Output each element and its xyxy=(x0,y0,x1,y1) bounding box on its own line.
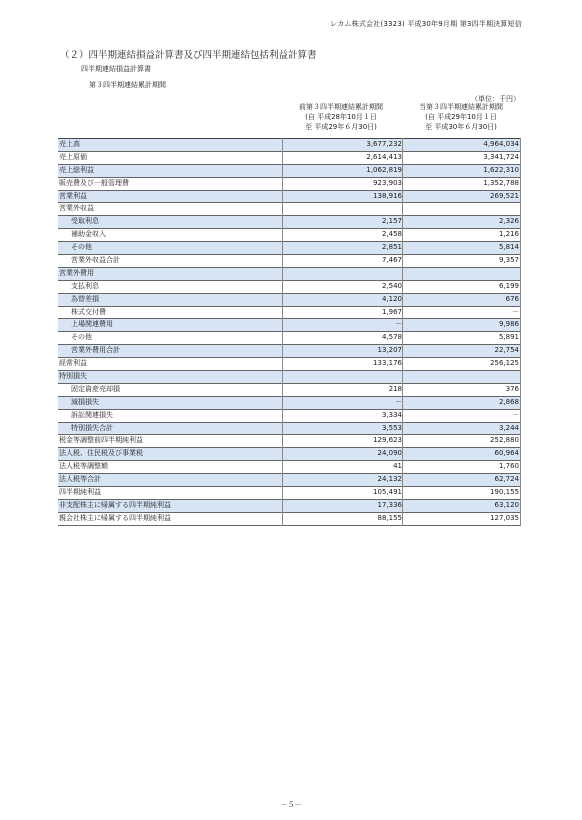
row-value-prior: 2,614,413 xyxy=(366,152,402,161)
table-row xyxy=(58,500,520,513)
table-row xyxy=(58,165,520,178)
row-label: 減損損失 xyxy=(71,397,99,406)
table-row xyxy=(58,191,520,204)
row-value-current: 9,986 xyxy=(498,320,519,329)
row-value-current: 1,622,310 xyxy=(483,165,519,174)
row-label: 為替差損 xyxy=(71,294,99,303)
row-value-prior: 88,155 xyxy=(377,513,402,522)
row-value-prior: 41 xyxy=(393,462,402,471)
row-label: 営業外収益 xyxy=(59,204,94,213)
row-label: その他 xyxy=(71,243,92,252)
row-value-prior: 218 xyxy=(388,384,402,393)
column-header-current xyxy=(402,102,520,132)
row-value-prior: 1,062,819 xyxy=(366,165,402,174)
row-label: 上場関連費用 xyxy=(71,320,113,329)
table-row xyxy=(58,152,520,165)
row-value-current: 62,724 xyxy=(494,475,519,484)
row-value-prior: － xyxy=(395,397,402,406)
row-label: 売上原価 xyxy=(59,152,87,161)
row-value-current: 2,868 xyxy=(498,397,519,406)
table-row xyxy=(58,178,520,191)
row-value-prior: 24,132 xyxy=(377,475,402,484)
row-value-prior: 3,334 xyxy=(381,410,402,419)
row-label: 営業利益 xyxy=(59,191,87,200)
period-title: 第３四半期連結累計期間 xyxy=(89,81,166,89)
document-header: レカム株式会社(3323) 平成30年9月期 第3四半期決算短信 xyxy=(330,20,522,28)
row-value-current: － xyxy=(512,307,519,316)
row-label: 支払利息 xyxy=(71,281,99,290)
row-value-current: 1,216 xyxy=(498,230,519,239)
row-label: 法人税等調整額 xyxy=(59,462,108,471)
income-statement-table xyxy=(58,138,520,526)
row-value-prior: 138,916 xyxy=(373,191,402,200)
table-row xyxy=(58,255,520,268)
page-number: －５－ xyxy=(280,801,302,809)
table-row xyxy=(58,384,520,397)
column-header-current-line2: (自 平成29年10月１日 xyxy=(425,113,497,121)
row-value-current: 269,521 xyxy=(490,191,519,200)
row-value-prior: 4,120 xyxy=(381,294,402,303)
row-value-current: 5,891 xyxy=(498,333,519,342)
row-value-current: 376 xyxy=(505,384,519,393)
column-header-current-line1: 当第３四半期連結累計期間 xyxy=(419,103,503,111)
row-label: 非支配株主に帰属する四半期純利益 xyxy=(59,500,171,509)
row-value-current: 1,760 xyxy=(498,462,519,471)
column-divider-3 xyxy=(520,138,521,526)
row-label: 訴訟関連損失 xyxy=(71,410,113,419)
row-value-current: 3,341,724 xyxy=(483,152,519,161)
table-row xyxy=(58,448,520,461)
row-value-prior: 923,903 xyxy=(373,178,402,187)
table-row xyxy=(58,294,520,307)
table-row xyxy=(58,345,520,358)
table-row xyxy=(58,435,520,448)
table-row xyxy=(58,307,520,320)
row-label: 経常利益 xyxy=(59,359,87,368)
row-value-prior: 105,491 xyxy=(373,488,402,497)
table-row xyxy=(58,229,520,242)
row-label: 受取利息 xyxy=(71,217,99,226)
row-value-current: 4,964,034 xyxy=(483,140,519,148)
row-value-prior: 24,090 xyxy=(377,449,402,458)
row-value-prior: 129,623 xyxy=(373,436,402,445)
row-label: 税金等調整前四半期純利益 xyxy=(59,436,143,445)
row-value-current: 9,357 xyxy=(498,256,519,265)
row-label: 法人税等合計 xyxy=(59,475,101,484)
table-row xyxy=(58,139,520,152)
row-value-prior: 1,967 xyxy=(381,307,402,316)
row-value-prior: 4,578 xyxy=(381,333,402,342)
row-label: その他 xyxy=(71,333,92,342)
row-label: 営業外費用 xyxy=(59,268,94,277)
row-value-current: 190,155 xyxy=(490,488,519,497)
row-value-current: 60,964 xyxy=(494,449,519,458)
row-value-current: 22,754 xyxy=(494,346,519,355)
row-value-current: － xyxy=(512,410,519,419)
table-row xyxy=(58,487,520,500)
row-label: 親会社株主に帰属する四半期純利益 xyxy=(59,513,171,522)
table-row xyxy=(58,397,520,410)
row-label: 営業外費用合計 xyxy=(71,346,120,355)
column-header-prior-line1: 前第３四半期連結累計期間 xyxy=(299,103,383,111)
row-value-prior: 133,176 xyxy=(373,359,402,368)
row-label: 特別損失合計 xyxy=(71,423,113,432)
column-divider-2 xyxy=(402,138,403,526)
column-header-current-line3: 至 平成30年６月30日) xyxy=(425,123,497,131)
table-row xyxy=(58,319,520,332)
table-row xyxy=(58,474,520,487)
table-row xyxy=(58,281,520,294)
column-header-prior xyxy=(282,102,400,132)
row-label: 売上総利益 xyxy=(59,165,94,174)
row-value-current: 252,880 xyxy=(490,436,519,445)
row-value-current: 256,125 xyxy=(490,359,519,368)
row-value-prior: 3,677,232 xyxy=(366,140,402,148)
row-value-current: 676 xyxy=(505,294,519,303)
table-row xyxy=(58,423,520,436)
table-row xyxy=(58,410,520,423)
row-value-current: 127,035 xyxy=(490,513,519,522)
row-value-prior: 2,540 xyxy=(381,281,402,290)
column-divider-1 xyxy=(282,138,283,526)
row-value-prior: 2,458 xyxy=(381,230,402,239)
section-title: （２）四半期連結損益計算書及び四半期連結包括利益計算書 xyxy=(60,50,317,61)
row-value-prior: 13,207 xyxy=(377,346,402,355)
table-row xyxy=(58,332,520,345)
row-value-prior: 2,157 xyxy=(381,217,402,226)
row-label: 販売費及び一般管理費 xyxy=(59,178,129,187)
row-label: 補助金収入 xyxy=(71,230,106,239)
row-label: 株式交付費 xyxy=(71,307,106,316)
row-value-prior: 7,467 xyxy=(381,256,402,265)
row-value-current: 3,244 xyxy=(498,423,519,432)
row-label: 売上高 xyxy=(59,140,80,148)
table-row xyxy=(58,513,520,526)
row-label: 法人税、住民税及び事業税 xyxy=(59,449,143,458)
row-value-current: 1,352,788 xyxy=(483,178,519,187)
column-header-prior-line3: 至 平成29年６月30日) xyxy=(305,123,377,131)
row-value-prior: 2,851 xyxy=(381,243,402,252)
row-value-prior: 17,336 xyxy=(377,500,402,509)
table-row xyxy=(58,358,520,371)
row-label: 特別損失 xyxy=(59,372,87,381)
row-value-prior: 3,553 xyxy=(381,423,402,432)
unit-label: （単位：千円） xyxy=(471,95,520,103)
table-row xyxy=(58,216,520,229)
row-value-prior: － xyxy=(395,320,402,329)
row-value-current: 6,199 xyxy=(498,281,519,290)
row-value-current: 2,326 xyxy=(498,217,519,226)
row-label: 営業外収益合計 xyxy=(71,256,120,265)
table-row xyxy=(58,268,520,281)
table-row xyxy=(58,203,520,216)
table-row xyxy=(58,371,520,384)
table-row xyxy=(58,461,520,474)
column-header-prior-line2: (自 平成28年10月１日 xyxy=(305,113,377,121)
row-value-current: 5,814 xyxy=(498,243,519,252)
row-value-current: 63,120 xyxy=(494,500,519,509)
row-label: 固定資産売却損 xyxy=(71,384,120,393)
statement-title: 四半期連結損益計算書 xyxy=(81,65,151,73)
row-label: 四半期純利益 xyxy=(59,488,101,497)
table-row xyxy=(58,242,520,255)
